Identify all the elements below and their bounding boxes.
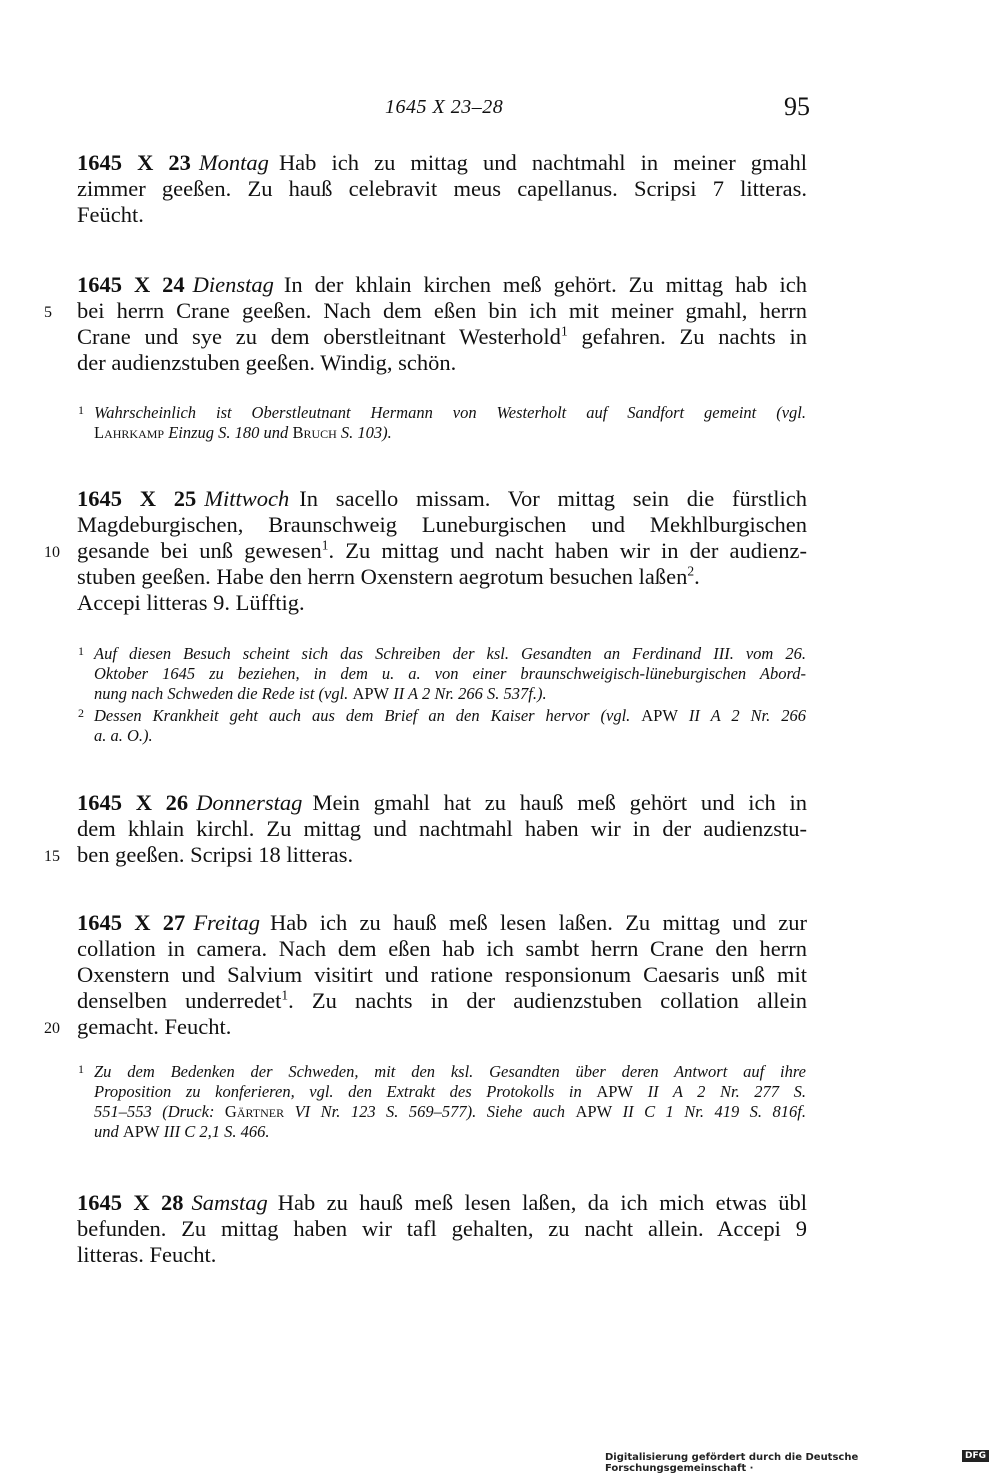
- entry-26-line-3: ben geeßen. Scripsi 18 litteras.: [77, 842, 354, 867]
- entry-24-line-2: bei herrn Crane geeßen. Nach dem eßen bin ich mit meiner gmahl, herrn: [77, 298, 807, 323]
- entry-27-line-2: collation in camera. Nach dem eßen hab ich sambt herrn Crane den herrn: [77, 936, 807, 961]
- entry-23-line-1: 1645 X 23 Montag Hab ich zu mittag und nachtmahl in meiner gmahl: [77, 150, 808, 175]
- footnote-25-1-line-3: nung nach Schweden die Rede ist (vgl. APW II A 2 Nr. 266 S. 537f.).: [94, 684, 547, 703]
- footnote-25-2-line-1: Dessen Krankheit geht auch aus dem Brief an den Kaiser hervor (vgl. APW II A 2 Nr. 266: [94, 706, 806, 725]
- dfg-logo: DFG: [962, 1450, 989, 1462]
- footnote-25-1-line-2: Oktober 1645 zu beziehen, in dem u. a. von einer braunschweigisch-lüneburgischen Abord-: [94, 664, 806, 683]
- entry-25-line-2: Magdeburgischen, Braunschweig Luneburgischen und Mekhlburgischen: [77, 512, 807, 537]
- footnote-mark: 1: [78, 644, 84, 658]
- entry-25-line-5: Accepi litteras 9. Lüfftig.: [77, 590, 305, 615]
- footnote-ref: 1: [560, 323, 568, 339]
- footnote-ref: 1: [281, 987, 289, 1003]
- entry-24-line-3: Crane und sye zu dem oberstleitnant Westerhold$^1$ gefahren. Zu nachts in: [77, 323, 807, 349]
- entry-27-line-4: denselben underredet$^1$. Zu nachts in der audienzstuben collation allein: [77, 987, 807, 1013]
- footnote-mark: 1: [78, 403, 84, 417]
- line-number: 10: [44, 544, 60, 561]
- entry-28-line-3: litteras. Feucht.: [77, 1242, 217, 1267]
- footnote-24-line-1: Wahrscheinlich ist Oberstleutnant Hermann von Westerholt auf Sandfort gemeint (vgl.: [94, 403, 806, 422]
- entry-26-line-1: 1645 X 26 Donnerstag Mein gmahl hat zu hauß meß gehört und ich in: [77, 790, 808, 815]
- entry-28-line-1: 1645 X 28 Samstag Hab zu hauß meß lesen laßen, da ich mich etwas übl: [77, 1190, 807, 1215]
- footnote-27-line-3: 551–553 (Druck: Gärtner VI Nr. 123 S. 569–577). Siehe auch APW II C 1 Nr. 419 S. 816f.: [94, 1102, 806, 1121]
- entry-27-line-1: 1645 X 27 Freitag Hab ich zu hauß meß lesen laßen. Zu mittag und zur: [77, 910, 807, 935]
- entry-28-line-2: befunden. Zu mittag haben wir tafl gehalten, zu nacht allein. Accepi 9: [77, 1216, 807, 1241]
- entry-25-line-1: 1645 X 25 Mittwoch In sacello missam. Vor mittag sein die fürstlich: [77, 486, 808, 511]
- page-number: 95: [784, 92, 810, 121]
- digitization-credit: Digitalisierung gefördert durch die Deutsche Forschungsgemeinschaft ·: [605, 1452, 859, 1474]
- entry-weekday: Mittwoch: [204, 486, 290, 511]
- entry-23-line-2: zimmer geeßen. Zu hauß celebravit meus capellanus. Scripsi 7 litteras.: [77, 176, 807, 201]
- footnote-mark: 1: [78, 1062, 84, 1076]
- footnote-ref: 1: [321, 537, 329, 553]
- entry-weekday: Freitag: [193, 910, 260, 935]
- footnote-mark: 2: [78, 706, 84, 720]
- entry-weekday: Samstag: [191, 1190, 268, 1215]
- entry-date: 1645 X 26: [77, 790, 189, 815]
- entry-25-line-4: stuben geeßen. Habe den herrn Oxenstern aegrotum besuchen laßen$^2$.: [77, 563, 700, 589]
- footnote-27-line-1: Zu dem Bedenken der Schweden, mit den ksl. Gesandten über deren Antwort auf ihre: [94, 1062, 806, 1081]
- entry-date: 1645 X 23: [77, 150, 191, 175]
- line-number: 20: [44, 1020, 60, 1037]
- entry-24-line-4: der audienzstuben geeßen. Windig, schön.: [77, 350, 457, 375]
- entry-27-line-3: Oxenstern und Salvium visitirt und ratione responsionum Caesaris unß mit: [77, 962, 807, 987]
- running-header: 1645 X 23–28: [385, 96, 504, 118]
- footnote-27-line-4: und APW III C 2,1 S. 466.: [94, 1122, 270, 1141]
- footnote-ref: 2: [687, 563, 695, 579]
- entry-25-line-3: gesande bei unß gewesen$^1$. Zu mittag und nacht haben wir in der audienz-: [77, 537, 807, 563]
- footnote-27-line-2: Proposition zu konferieren, vgl. den Extrakt des Protokolls in APW II A 2 Nr. 277 S.: [94, 1082, 806, 1101]
- entry-weekday: Montag: [198, 150, 269, 175]
- entry-date: 1645 X 25: [77, 486, 197, 511]
- entry-weekday: Dienstag: [192, 272, 274, 297]
- entry-23-line-3: Feücht.: [77, 202, 144, 227]
- footnote-24-line-2: Lahrkamp Einzug S. 180 und Bruch S. 103).: [94, 423, 392, 442]
- line-number: 5: [44, 304, 52, 321]
- entry-date: 1645 X 27: [77, 910, 186, 935]
- footnote-25-1-line-1: Auf diesen Besuch scheint sich das Schreiben der ksl. Gesandten an Ferdinand III. vom 26.: [94, 644, 806, 663]
- entry-27-line-5: gemacht. Feucht.: [77, 1014, 232, 1039]
- entry-26-line-2: dem khlain kirchl. Zu mittag und nachtmahl haben wir in der audienzstu-: [77, 816, 807, 841]
- line-number: 15: [44, 848, 60, 865]
- entry-date: 1645 X 24: [77, 272, 185, 297]
- entry-weekday: Donnerstag: [196, 790, 303, 815]
- entry-date: 1645 X 28: [77, 1190, 184, 1215]
- entry-24-line-1: 1645 X 24 Dienstag In der khlain kirchen meß gehört. Zu mittag hab ich: [77, 272, 808, 297]
- footnote-25-2-line-2: a. a. O.).: [94, 726, 153, 745]
